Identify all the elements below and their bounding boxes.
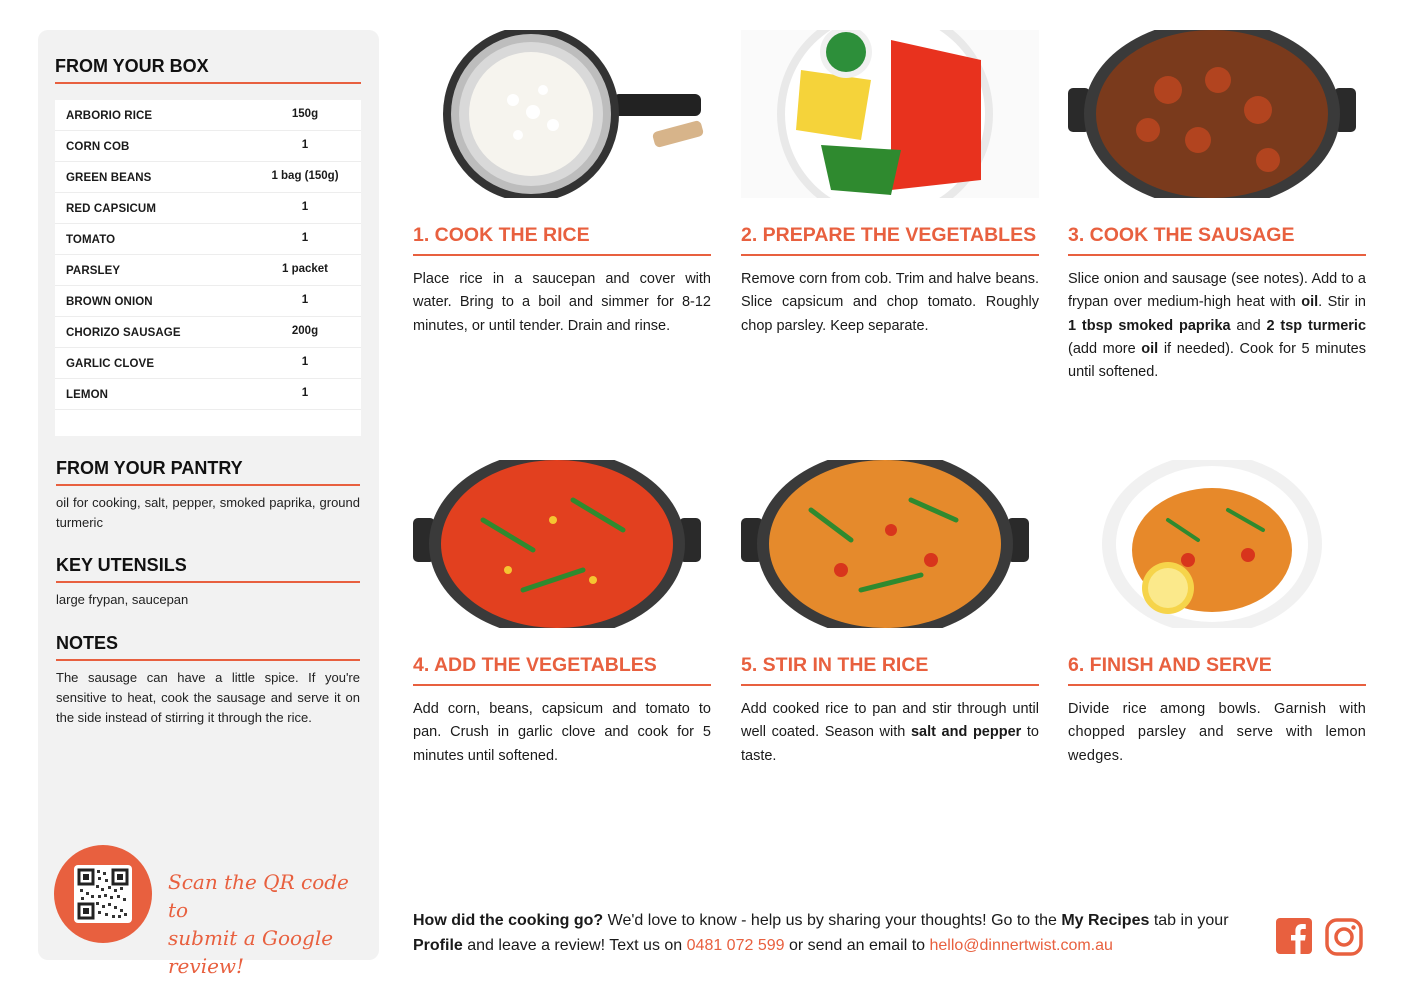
- ingredient-qty: 1: [301, 139, 309, 151]
- text-run: Add cooked rice to pan and stir through until well coated. Season with: [741, 701, 1039, 741]
- step-6: [1068, 460, 1366, 790]
- bold-text: 1 tbsp smoked paprika: [1068, 317, 1231, 334]
- step-6-body: [1068, 698, 1366, 768]
- text-run: Add corn, beans, capsicum and tomato to pan. Crush in garlic clove and cook for 5 minutes until softened.: [413, 701, 711, 764]
- text-run: and leave a review! Text us on: [462, 937, 687, 954]
- ingredient-name: GREEN BEANS: [66, 172, 152, 184]
- bold-text: oil: [1141, 340, 1159, 357]
- ingredient-name: LEMON: [66, 389, 109, 401]
- text-run: Divide rice among bowls. Garnish with chopped parsley and serve with lemon wedges.: [1068, 701, 1366, 764]
- ingredient-qty: 200g: [291, 325, 319, 337]
- ingredient-row: [55, 317, 361, 348]
- step-1-rule: [413, 254, 711, 256]
- ingredient-name: GARLIC CLOVE: [66, 358, 155, 370]
- box-section-title: FROM YOUR BOX: [55, 56, 209, 76]
- text-run: (add more: [1068, 340, 1142, 357]
- ingredient-name: CHORIZO SAUSAGE: [66, 327, 181, 339]
- text-run: Slice onion and sausage (see notes). Add to a frypan over medium-high heat with: [1068, 271, 1366, 311]
- step-1: [413, 30, 711, 360]
- step-5-rule: [741, 684, 1039, 686]
- ingredient-row: [55, 162, 361, 193]
- step-3-body: [1068, 268, 1366, 384]
- step-3: [1068, 30, 1366, 390]
- qr-code-badge[interactable]: [54, 845, 152, 943]
- step-1-body: [413, 268, 711, 338]
- facebook-icon[interactable]: [1276, 918, 1314, 956]
- ingredient-name: BROWN ONION: [66, 296, 153, 308]
- text-run: We'd love to know - help us by sharing your thoughts! Go to the: [603, 912, 1062, 929]
- ingredient-name: PARSLEY: [66, 265, 121, 277]
- step-1-title: 1. COOK THE RICE: [413, 224, 590, 246]
- ingredient-row: [55, 348, 361, 379]
- notes-section-title: NOTES: [56, 633, 119, 653]
- ingredient-name: ARBORIO RICE: [66, 110, 153, 122]
- step-4-photo: [413, 460, 711, 628]
- pantry-section-title: FROM YOUR PANTRY: [56, 458, 243, 478]
- step-3-photo: [1068, 30, 1366, 198]
- step-2-body: [741, 268, 1039, 338]
- qr-caption-line1: Scan the QR code to: [168, 870, 349, 922]
- step-5-body: [741, 698, 1039, 768]
- text-run: . Stir in: [1318, 294, 1366, 311]
- ingredient-qty: 1: [301, 232, 309, 244]
- instagram-icon[interactable]: [1325, 918, 1363, 956]
- notes-section-rule: [56, 659, 360, 661]
- text-run: to taste.: [741, 724, 1040, 764]
- ingredient-qty: 1: [301, 294, 309, 306]
- qr-code-icon[interactable]: [74, 865, 132, 923]
- text-run: Place rice in a saucepan and cover with water. Bring to a boil and simmer for 8-12 minutes, or until tender. Drain and rinse.: [413, 271, 711, 334]
- review-footer: [413, 908, 1263, 958]
- ingredient-qty: 1: [301, 201, 309, 213]
- bold-text: My Recipes: [1061, 912, 1150, 929]
- bold-text: How did the cooking go?: [413, 912, 604, 929]
- box-section-rule: [55, 82, 361, 84]
- step-5: [741, 460, 1039, 790]
- step-4-title: 4. ADD THE VEGETABLES: [413, 654, 657, 676]
- ingredient-name: CORN COB: [66, 141, 130, 153]
- ingredient-row: [55, 131, 361, 162]
- qr-caption-line2: submit a Google review!: [168, 926, 334, 978]
- text-run: if needed). Cook for 5 minutes until softened.: [1068, 340, 1366, 381]
- ingredients-sidebar: [38, 30, 379, 978]
- text-run: and: [1230, 317, 1267, 334]
- step-1-photo: [413, 30, 711, 198]
- bold-text: oil: [1301, 294, 1319, 311]
- ingredient-qty: 1: [301, 387, 309, 399]
- ingredients-table: [55, 100, 361, 436]
- ingredient-row: [55, 255, 361, 286]
- step-4: [413, 460, 711, 790]
- step-3-rule: [1068, 254, 1366, 256]
- ingredient-name: TOMATO: [66, 234, 116, 246]
- bold-text: Profile: [413, 937, 463, 954]
- ingredient-row: [55, 224, 361, 255]
- notes-text: The sausage can have a little spice. If you're sensitive to heat, cook the sausage and serve it on the side instead of stirring it through the rice.: [56, 670, 360, 725]
- step-2-photo: [741, 30, 1039, 198]
- step-2-title: 2. PREPARE THE VEGETABLES: [741, 224, 1037, 246]
- accent-text[interactable]: 0481 072 599: [686, 937, 785, 954]
- step-4-rule: [413, 684, 711, 686]
- step-2-rule: [741, 254, 1039, 256]
- ingredient-qty: 1 bag (150g): [271, 170, 339, 182]
- ingredient-row: [55, 379, 361, 410]
- pantry-text: oil for cooking, salt, pepper, smoked paprika, ground turmeric: [56, 495, 360, 530]
- ingredient-qty: 1: [301, 356, 309, 368]
- step-6-photo: [1068, 460, 1366, 628]
- accent-text[interactable]: hello@dinnertwist.com.au: [929, 937, 1113, 954]
- utensils-text: large frypan, saucepan: [56, 592, 189, 607]
- text-run: tab in your: [1149, 912, 1229, 929]
- step-5-photo: [741, 460, 1039, 628]
- step-3-title: 3. COOK THE SAUSAGE: [1068, 224, 1295, 246]
- ingredient-qty: 150g: [291, 108, 319, 120]
- ingredient-qty: 1 packet: [281, 263, 329, 275]
- ingredient-row: [55, 286, 361, 317]
- utensils-section-rule: [56, 581, 360, 583]
- ingredient-row: [55, 193, 361, 224]
- step-5-title: 5. STIR IN THE RICE: [741, 654, 929, 676]
- utensils-section-title: KEY UTENSILS: [56, 555, 187, 575]
- text-run: Remove corn from cob. Trim and halve beans. Slice capsicum and chop tomato. Roughly chop parsley. Keep separate.: [741, 271, 1039, 334]
- text-run: or send an email to: [784, 937, 930, 954]
- ingredient-row: [55, 100, 361, 131]
- bold-text: 2 tsp turmeric: [1266, 317, 1367, 334]
- step-6-title: 6. FINISH AND SERVE: [1068, 654, 1272, 676]
- qr-caption: [168, 868, 368, 980]
- ingredient-name: RED CAPSICUM: [66, 203, 157, 215]
- step-6-rule: [1068, 684, 1366, 686]
- pantry-section-rule: [56, 484, 360, 486]
- step-4-body: [413, 698, 711, 768]
- step-2: [741, 30, 1039, 360]
- bold-text: salt and pepper: [910, 724, 1022, 741]
